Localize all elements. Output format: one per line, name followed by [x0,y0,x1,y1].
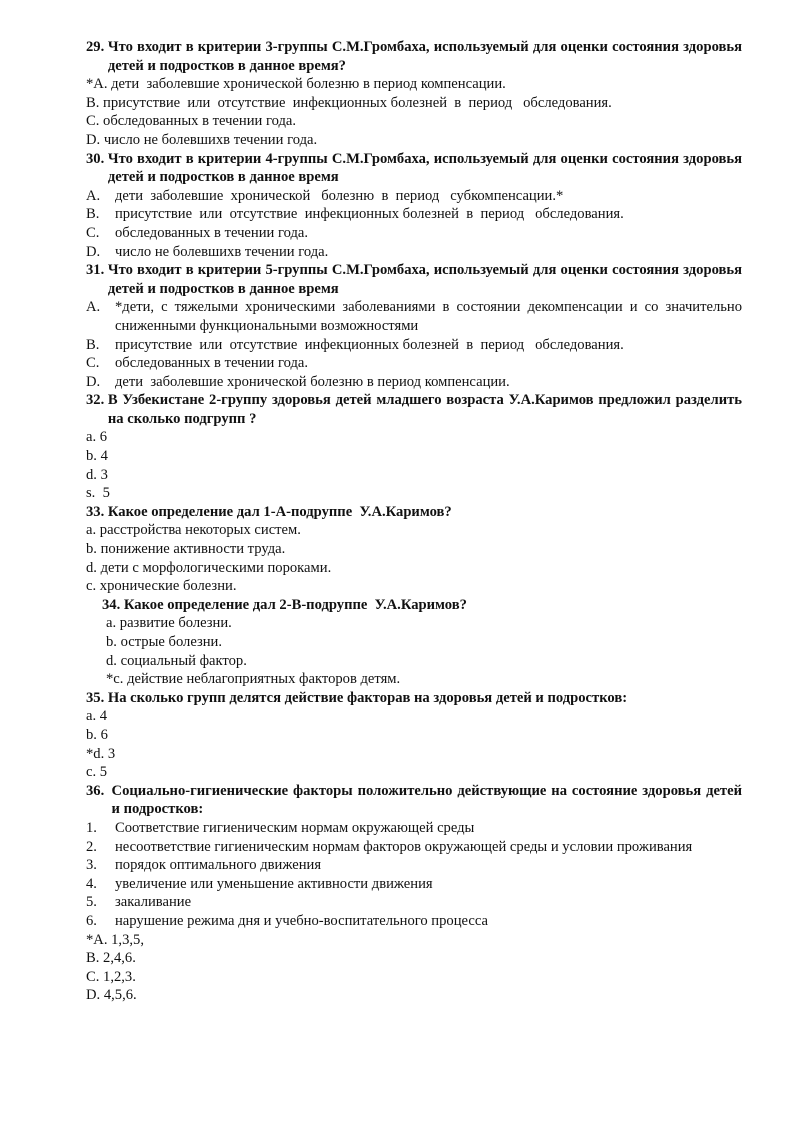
list-item-4 [86,875,742,894]
option-a: a. 6 [86,429,108,446]
option-text: обследованных в течении года. [115,224,309,241]
option-c: C. обследованных в течении года. [86,113,297,130]
option-label: A. [86,299,101,316]
item-text: нарушение режима дня и учебно-воспитательного процесса [115,912,488,929]
option-text: *дети, с тяжелыми хроническими заболеваниями в состоянии декомпенсации и со значительно сниженными функциональными возможностями [115,299,742,334]
option-label: B. [86,336,100,353]
option-text: число не болевшихв течении года. [115,243,329,260]
option-d [86,243,742,262]
option-a [86,187,742,206]
option-label: D. [86,243,101,260]
question-32 [86,391,742,428]
option-b: B. присутствие или отсутствие инфекционных болезней в период обследования. [86,94,612,111]
option-b [86,336,742,355]
question-number: 31. [86,262,108,279]
option-c [86,354,742,373]
option-b [86,205,742,224]
option-text: присутствие или отсутствие инфекционных болезней в период обследования. [115,206,624,223]
option-d: d. социальный фактор. [106,652,247,669]
option-label: B. [86,206,100,223]
option-d: d. 3 [86,466,108,483]
question-35: 35. На сколько групп делятся действие факторав на здоровья детей и подростков: [86,689,628,706]
answer-b: B. 2,4,6. [86,950,136,967]
option-label: C. [86,355,100,372]
item-text: порядок оптимального движения [115,857,322,874]
option-s: s. 5 [86,485,110,502]
question-33: 33. Какое определение дал 1-А-подруппе У.А.Каримов? [86,503,452,520]
option-b: b. понижение активности труда. [86,541,286,558]
item-number: 4. [86,875,97,892]
option-text: обследованных в течении года. [115,355,309,372]
option-c: c. 5 [86,764,108,781]
item-text: закаливание [115,894,192,911]
option-d: *d. 3 [86,745,116,762]
option-b: b. 6 [86,726,108,743]
question-number: 36. [86,782,112,799]
question-text: В Узбекистане 2-группу здоровья детей младшего возраста У.А.Каримов предложил разделить на сколько подгрупп ? [107,392,742,427]
question-text: Социально-гигиенические факторы положительно действующие на состояние здоровья детей и подростков: [111,782,742,818]
option-b: b. острые болезни. [106,634,223,650]
question-text: Что входит в критерии 4-группы С.М.Громбаха, используемый для оценки состояния здоровья детей и подростков в данное время [107,150,742,186]
question-number: 32. [86,392,108,409]
question-text: Что входит в критерии 3-группы С.М.Громбаха, используемый для оценки состояния здоровья детей и подростков в данное время? [107,39,742,74]
option-d: D. число не болевшихв течении года. [86,131,318,148]
option-a [86,298,742,335]
option-d: d. дети с морфологическими пороками. [86,559,332,576]
item-number: 2. [86,838,97,855]
question-text: Что входит в критерии 5-группы С.М.Громбаха, используемый для оценки состояния здоровья детей и подростков в данное время [107,262,742,297]
option-c: c. хронические болезни. [86,578,237,595]
option-a: *A. дети заболевшие хронической болезню в период компенсации. [86,76,506,93]
option-text: присутствие или отсутствие инфекционных болезней в период обследования. [115,336,624,353]
question-number: 30. [86,150,108,167]
item-text: несоответствие гигиеническим нормам факторов окружающей среды и условии проживания [115,838,693,855]
option-text: дети заболевшие хронической болезню в период субкомпенсации.* [115,187,564,204]
option-label: D. [86,373,101,390]
option-text: дети заболевшие хронической болезню в период компенсации. [115,373,510,390]
option-a: a. 4 [86,708,108,725]
list-item-2 [86,838,742,857]
question-34: 34. Какое определение дал 2-В-подруппе У.А.Каримов? [102,596,467,613]
option-c: *c. действие неблагоприятных факторов детям. [106,671,401,688]
answer-a: *A. 1,3,5, [86,931,144,948]
option-a: a. расстройства некоторых систем. [86,522,301,539]
item-number: 5. [86,894,97,911]
item-text: увеличение или уменьшение активности движения [115,875,433,892]
question-31 [86,261,742,298]
test-content [86,38,742,1005]
answer-d: D. 4,5,6. [86,987,137,1004]
option-label: C. [86,224,100,241]
list-item-6 [86,912,742,931]
list-item-3 [86,856,742,875]
question-number: 29. [86,39,108,55]
item-number: 6. [86,912,97,929]
question-30 [86,150,742,187]
option-a: a. развитие болезни. [106,615,232,632]
question-29 [86,38,742,75]
option-c [86,224,742,243]
item-number: 1. [86,819,97,836]
answer-c: C. 1,2,3. [86,968,136,985]
option-label: A. [86,187,101,204]
item-number: 3. [86,857,97,874]
list-item-5 [86,893,742,912]
item-text: Соответствие гигиеническим нормам окружающей среды [115,819,475,836]
option-b: b. 4 [86,448,108,465]
option-d [86,373,742,392]
question-36 [86,782,742,819]
list-item-1 [86,819,742,838]
